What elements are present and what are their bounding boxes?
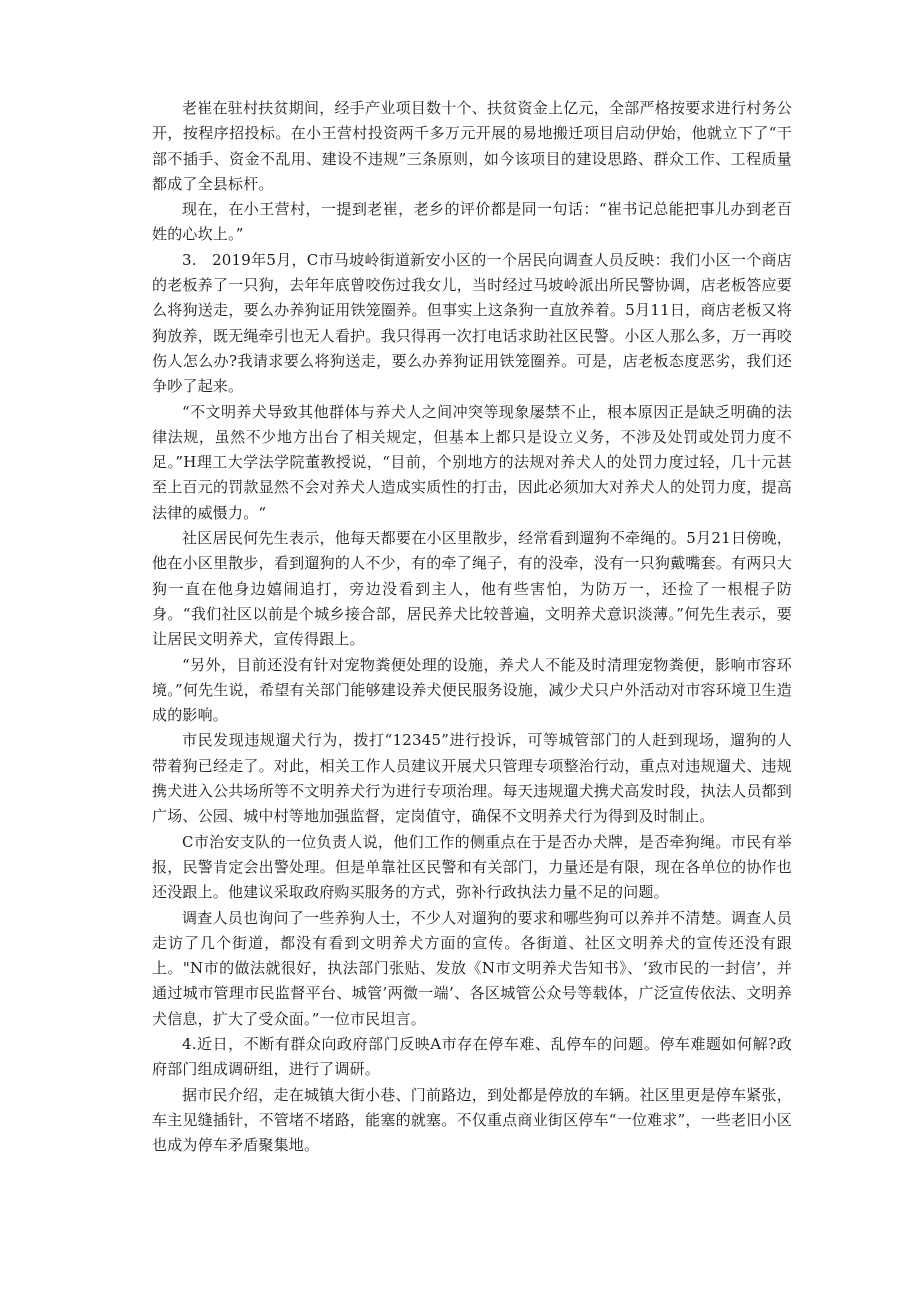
paragraph-10: 4.近日，不断有群众向政府部门反映A市存在停车难、乱停车的问题。停车难题如何解?政府部门组成调研组，进行了调研。 bbox=[152, 1034, 792, 1079]
paragraph-9: 调查人员也询问了一些养狗人士，不少人对遛狗的要求和哪些狗可以养并不清楚。调查人员走访了几个街道，都没有看到文明养犬方面的宣传。各街道、社区文明养犬的宣传还没有跟上。"N市的做法就很好，执法部门张贴、发放《N市文明养犬告知书》、‘致市民的一封信’，并通过城市管理市民监督平台、城管’两微一端’、各区城管公众号等载体，广泛宣传依法、文明养犬信息，扩大了受众面。”一位市民坦言。 bbox=[152, 908, 792, 1028]
paragraph-3: 3. 2019年5月，C市马坡岭街道新安小区的一个居民向调查人员反映：我们小区一个商店的老板养了一只狗，去年年底曾咬伤过我女儿，当时经过马坡岭派出所民警协调，店老板答应要么将狗送走，要么办养狗证用铁笼圈养。但事实上这条狗一直放养着。5月11日，商店老板又将狗放养，既无绳牵引也无人看护。我只得再一次打电话求助社区民警。小区人那么多，万一再咬伤人怎么办?我请求要么将狗送走，要么办养狗证用铁笼圈养。可是，店老板态度恶劣，我们还争吵了起来。 bbox=[152, 250, 792, 396]
document-body bbox=[152, 96, 792, 1158]
paragraph-2: 现在，在小王营村，一提到老崔，老乡的评价都是同一句话：“崔书记总能把事儿办到老百姓的心坎上。” bbox=[152, 200, 792, 244]
paragraph-1: 老崔在驻村扶贫期间，经手产业项目数十个、扶贫资金上亿元，全部严格按要求进行村务公开，按程序招投标。在小王营村投资两千多万元开展的易地搬迁项目启动伊始，他就立下了“干部不插手、资金不乱用、建设不违规”三条原则，如今该项目的建设思路、群众工作、工程质量都成了全县标杆。 bbox=[152, 99, 792, 193]
paragraph-6: “另外，目前还没有针对宠物粪便处理的设施，养犬人不能及时清理宠物粪便，影响市容环境。”何先生说，希望有关部门能够建设养犬便民服务设施，减少犬只户外活动对市容环境卫生造成的影响。 bbox=[152, 655, 792, 725]
paragraph-8: C市治安支队的一位负责人说，他们工作的侧重点在于是否办犬牌，是否牵狗绳。市民有举报，民警肯定会出警处理。但是单靠社区民警和有关部门，力量还是有限，现在各单位的协作也还没跟上。他建议采取政府购买服务的方式，弥补行政执法力量不足的问题。 bbox=[152, 832, 792, 902]
paragraph-5: 社区居民何先生表示，他每天都要在小区里散步，经常看到遛狗不牵绳的。5月21日傍晚，他在小区里散步，看到遛狗的人不少，有的牵了绳子，有的没牵，没有一只狗戴嘴套。有两只大狗一直在他身边嬉闹追打，旁边没看到主人，他有些害怕，为防万一，还捡了一根棍子防身。“我们社区以前是个城乡接合部，居民养犬比较普遍，文明养犬意识淡薄。”何先生表示，要让居民文明养犬，宣传得跟上。 bbox=[152, 529, 792, 649]
paragraph-7: 市民发现违规遛犬行为，拨打“12345”进行投诉，可等城管部门的人赶到现场，遛狗的人带着狗已经走了。对此，相关工作人员建议开展犬只管理专项整治行动，重点对违规遛犬、违规携犬进入公共场所等不文明养犬行为进行专项治理。每天违规遛犬携犬高发时段，执法人员都到广场、公园、城中村等地加强监督，定岗值守，确保不文明养犬行为得到及时制止。 bbox=[152, 731, 792, 826]
paragraph-4: “不文明养犬导致其他群体与养犬人之间冲突等现象屡禁不止，根本原因正是缺乏明确的法律法规，虽然不少地方出台了相关规定，但基本上都只是设立义务，不涉及处罚或处罚力度不足。”H理工大学法学院董教授说，“目前，个别地方的法规对养犬人的处罚力度过轻，几十元甚至上百元的罚款显然不会对养犬人造成实质性的打击，因此必须加大对养犬人的处罚力度，提高法律的威慑力。“ bbox=[152, 402, 792, 522]
paragraph-11: 据市民介绍，走在城镇大街小巷、门前路边，到处都是停放的车辆。社区里更是停车紧张，车主见缝插针，不管堵不堵路，能塞的就塞。不仅重点商业街区停车“一位难求”，一些老旧小区也成为停车矛盾聚集地。 bbox=[152, 1085, 792, 1155]
